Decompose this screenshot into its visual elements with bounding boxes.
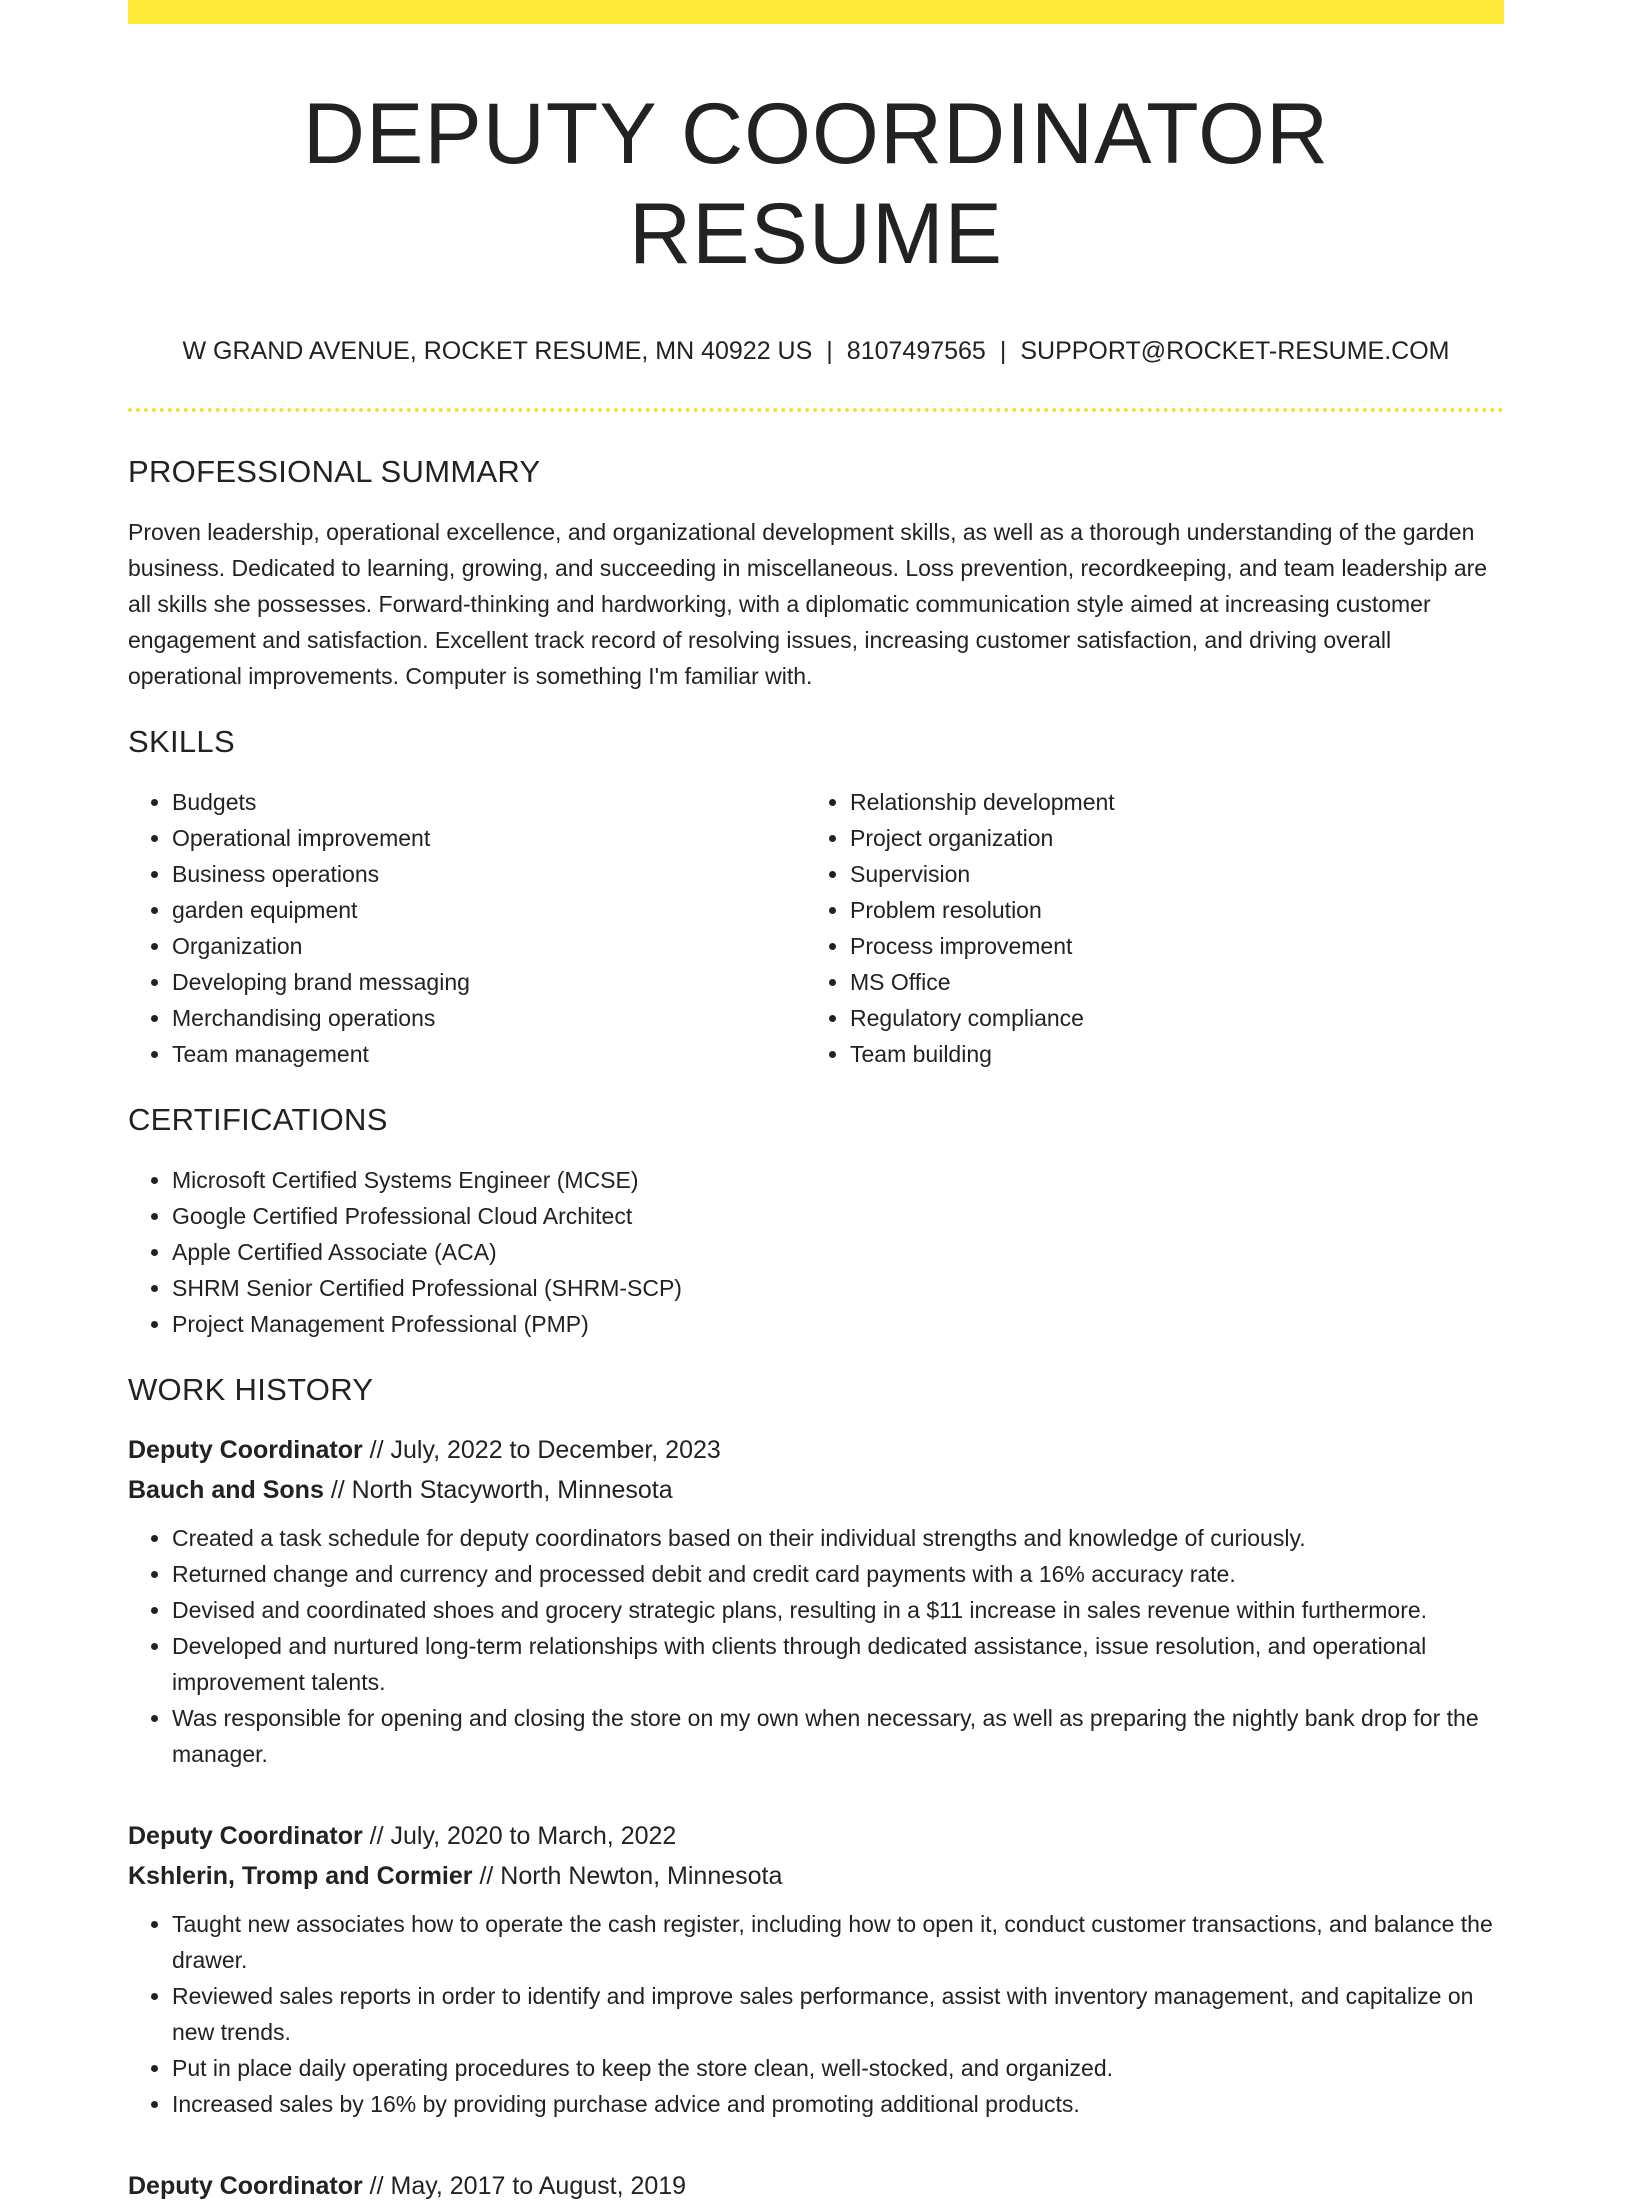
skill-item: • MS Office	[850, 964, 1484, 1000]
job-title: Deputy Coordinator	[128, 2172, 363, 2200]
certification-item: • Apple Certified Associate (ACA)	[172, 1234, 1504, 1270]
skills-heading: SKILLS	[128, 724, 235, 759]
job-duty-item: • Developed and nurtured long-term relationships with clients through dedicated assistance, issue resolution, and operational improvement talents.	[172, 1628, 1504, 1700]
job-duty-item: • Returned change and currency and processed debit and credit card payments with a 16% accuracy rate.	[172, 1556, 1504, 1592]
skill-item: • Budgets	[172, 784, 806, 820]
work-history-heading: WORK HISTORY	[128, 1372, 374, 1407]
job-duty-item: • Was responsible for opening and closing the store on my own when necessary, as well as preparing the nightly bank drop for the manager.	[172, 1700, 1504, 1772]
skill-item: • Relationship development	[850, 784, 1484, 820]
skill-item: • Supervision	[850, 856, 1484, 892]
job-location: // North Newton, Minnesota	[472, 1862, 783, 1890]
job-entry	[128, 1816, 1504, 2122]
job-entry	[128, 1430, 1504, 1772]
contact-phone: 8107497565	[846, 337, 986, 365]
job-title-line	[128, 1430, 1504, 1470]
skill-item: • Business operations	[172, 856, 806, 892]
skills-right-list	[806, 784, 1484, 1072]
accent-top-bar	[128, 0, 1504, 24]
job-dates: // May, 2017 to August, 2019	[362, 2172, 687, 2200]
job-title-line	[128, 1816, 1504, 1856]
job-duties-list	[128, 1520, 1504, 1772]
certifications-heading: CERTIFICATIONS	[128, 1102, 388, 1137]
job-duty-item: • Put in place daily operating procedures to keep the store clean, well-stocked, and organized.	[172, 2050, 1504, 2086]
skill-item: • Team building	[850, 1036, 1484, 1072]
certification-item: • Google Certified Professional Cloud Architect	[172, 1198, 1504, 1234]
job-company: Kshlerin, Tromp and Cormier	[128, 1862, 473, 1890]
dotted-divider	[128, 408, 1504, 412]
skill-item: • garden equipment	[172, 892, 806, 928]
certifications-list	[128, 1162, 1504, 1342]
work-history-list	[128, 1430, 1504, 2206]
certification-item: • Project Management Professional (PMP)	[172, 1306, 1504, 1342]
resume-title: DEPUTY COORDINATOR RESUME	[302, 86, 1330, 282]
job-duties-list	[128, 1906, 1504, 2122]
contact-separator: |	[999, 337, 1007, 365]
skill-item: • Problem resolution	[850, 892, 1484, 928]
job-dates: // July, 2022 to December, 2023	[362, 1436, 721, 1464]
job-title-line	[128, 2166, 1504, 2206]
skill-item: • Regulatory compliance	[850, 1000, 1484, 1036]
certification-item: • SHRM Senior Certified Professional (SHRM-SCP)	[172, 1270, 1504, 1306]
job-entry	[128, 2166, 1504, 2206]
skill-item: • Merchandising operations	[172, 1000, 806, 1036]
job-duty-item: • Reviewed sales reports in order to identify and improve sales performance, assist with inventory management, and capitalize on new trends.	[172, 1978, 1504, 2050]
job-company-line	[128, 1856, 1504, 1896]
job-company: Bauch and Sons	[128, 1476, 324, 1504]
skill-item: • Developing brand messaging	[172, 964, 806, 1000]
job-title: Deputy Coordinator	[128, 1822, 363, 1850]
skill-item: • Organization	[172, 928, 806, 964]
summary-text: Proven leadership, operational excellence, and organizational development skills, as well as a thorough understanding of the garden business. Dedicated to learning, growing, and succeeding in miscellaneous. Loss prevention, recordkeeping, and team leadership are all skills she possesses. Forward-thinking and hardworking, with a diplomatic communication style aimed at increasing customer engagement and satisfaction. Excellent track record of resolving issues, increasing customer satisfaction, and driving overall operational improvements. Computer is something I'm familiar with.	[128, 519, 1488, 689]
job-duty-item: • Created a task schedule for deputy coordinators based on their individual strengths and knowledge of curiously.	[172, 1520, 1504, 1556]
skill-item: • Team management	[172, 1036, 806, 1072]
skill-item: • Operational improvement	[172, 820, 806, 856]
skill-item: • Process improvement	[850, 928, 1484, 964]
summary-heading: PROFESSIONAL SUMMARY	[128, 454, 541, 489]
job-title: Deputy Coordinator	[128, 1436, 363, 1464]
contact-address: W GRAND AVENUE, ROCKET RESUME, MN 40922 US	[182, 337, 813, 365]
resume-page	[128, 0, 1504, 2206]
contact-line	[128, 334, 1504, 368]
job-dates: // July, 2020 to March, 2022	[362, 1822, 677, 1850]
skills-left-list	[128, 784, 806, 1072]
job-duty-item: • Taught new associates how to operate the cash register, including how to open it, conduct customer transactions, and balance the drawer.	[172, 1906, 1504, 1978]
contact-email: SUPPORT@ROCKET-RESUME.COM	[1020, 337, 1450, 365]
contact-separator: |	[826, 337, 833, 365]
job-duty-item: • Increased sales by 16% by providing purchase advice and promoting additional products.	[172, 2086, 1504, 2122]
certification-item: • Microsoft Certified Systems Engineer (MCSE)	[172, 1162, 1504, 1198]
job-location: // North Stacyworth, Minnesota	[323, 1476, 673, 1504]
job-company-line	[128, 1470, 1504, 1510]
skill-item: • Project organization	[850, 820, 1484, 856]
job-duty-item: • Devised and coordinated shoes and grocery strategic plans, resulting in a $11 increase in sales revenue within furthermore.	[172, 1592, 1504, 1628]
skills-columns	[128, 784, 1504, 1072]
